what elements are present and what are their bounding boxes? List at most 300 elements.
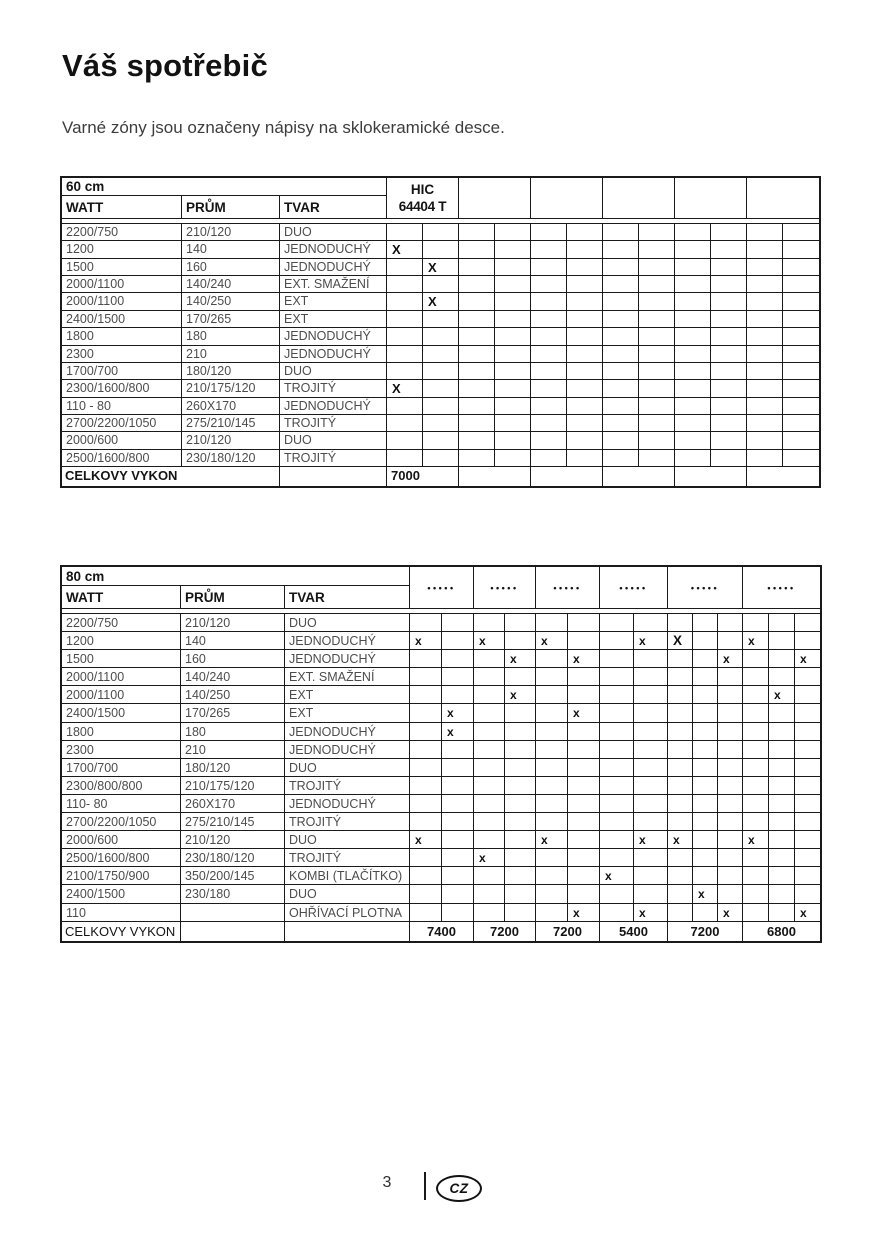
mark-cell [459, 432, 495, 449]
mark-cell [675, 363, 711, 380]
mark-cell [675, 259, 711, 276]
mark-cell [693, 614, 718, 632]
mark-cell [474, 831, 505, 849]
watt-cell: 2400/1500 [62, 311, 182, 328]
mark-cell [495, 432, 531, 449]
prum-cell: 210/175/120 [181, 777, 285, 795]
mark-cell: x [474, 632, 505, 650]
mark-cell [693, 741, 718, 759]
mark-cell [568, 849, 600, 867]
mark-cell [783, 276, 819, 293]
table-row [62, 241, 819, 258]
mark-cell [769, 885, 795, 903]
prum-cell: 210 [181, 741, 285, 759]
prum-cell: 275/210/145 [181, 813, 285, 831]
mark-cell [668, 668, 693, 686]
mark-cell [675, 328, 711, 345]
mark-cell [639, 415, 675, 432]
mark-cell [536, 741, 568, 759]
mark-cell [603, 346, 639, 363]
mark-cell [783, 415, 819, 432]
mark-cell [747, 380, 783, 397]
mark-cell [795, 704, 820, 722]
mark-cell [693, 650, 718, 668]
prum-cell: 140/240 [182, 276, 280, 293]
table-row [62, 650, 820, 668]
mark-cell [536, 813, 568, 831]
mark-cell [743, 867, 769, 885]
column-header-tvar: TVAR [285, 586, 410, 609]
mark-cell [711, 432, 747, 449]
mark-cell [600, 704, 634, 722]
mark-cell [747, 224, 783, 241]
mark-cell [442, 795, 474, 813]
mark-cell [693, 686, 718, 704]
tvar-cell: EXT. SMAŽENÍ [285, 668, 410, 686]
mark-cell [718, 831, 743, 849]
total-value-cell [603, 467, 675, 486]
mark-cell [668, 759, 693, 777]
model-group-header [474, 567, 536, 609]
prum-cell: 275/210/145 [182, 415, 280, 432]
mark-cell [795, 795, 820, 813]
mark-cell [639, 450, 675, 467]
mark-cell [693, 759, 718, 777]
mark-cell [474, 904, 505, 922]
mark-cell: x [718, 650, 743, 668]
mark-cell [600, 686, 634, 704]
total-label-cell: CELKOVY VYKON [62, 467, 280, 486]
table-row [62, 432, 819, 449]
mark-cell [693, 723, 718, 741]
mark-cell [769, 849, 795, 867]
tvar-cell: JEDNODUCHÝ [285, 650, 410, 668]
total-value-cell [459, 467, 531, 486]
mark-cell [410, 904, 442, 922]
total-value-cell: 7200 [668, 922, 743, 941]
mark-cell [567, 259, 603, 276]
mark-cell [495, 380, 531, 397]
mark-cell [505, 904, 536, 922]
mark-cell [675, 293, 711, 310]
mark-cell [743, 741, 769, 759]
mark-cell [675, 311, 711, 328]
tvar-cell: TROJITÝ [280, 380, 387, 397]
table-row [62, 723, 820, 741]
mark-cell [474, 650, 505, 668]
mark-cell [783, 311, 819, 328]
mark-cell [536, 885, 568, 903]
model-name-line1: HIC [410, 182, 435, 197]
mark-cell [718, 795, 743, 813]
mark-cell [795, 686, 820, 704]
watt-cell: 2400/1500 [62, 704, 181, 722]
mark-cell [505, 668, 536, 686]
mark-cell [675, 450, 711, 467]
mark-cell [634, 867, 668, 885]
table-row [62, 759, 820, 777]
watt-cell: 2500/1600/800 [62, 450, 182, 467]
column-header-watt: WATT [62, 196, 182, 219]
mark-cell [568, 813, 600, 831]
mark-cell [505, 885, 536, 903]
mark-cell [568, 614, 600, 632]
prum-cell: 210/120 [181, 614, 285, 632]
mark-cell: x [568, 650, 600, 668]
mark-cell [783, 363, 819, 380]
mark-cell [718, 741, 743, 759]
mark-cell [668, 741, 693, 759]
mark-cell [410, 704, 442, 722]
mark-cell [668, 614, 693, 632]
table-row [62, 849, 820, 867]
mark-cell [387, 432, 423, 449]
mark-cell [423, 328, 459, 345]
mark-cell [495, 398, 531, 415]
mark-cell [459, 363, 495, 380]
mark-cell [423, 398, 459, 415]
mark-cell [505, 704, 536, 722]
model-dots-placeholder: ••••• [690, 583, 720, 593]
mark-cell [568, 795, 600, 813]
watt-cell: 1700/700 [62, 759, 181, 777]
mark-cell [459, 328, 495, 345]
mark-cell [693, 704, 718, 722]
model-dots-placeholder: ••••• [490, 583, 519, 593]
mark-cell [668, 650, 693, 668]
mark-cell [711, 241, 747, 258]
table-row [62, 831, 820, 849]
mark-cell [747, 432, 783, 449]
mark-cell: x [505, 686, 536, 704]
mark-cell [783, 241, 819, 258]
mark-cell [795, 614, 820, 632]
mark-cell [769, 795, 795, 813]
mark-cell [711, 380, 747, 397]
mark-cell [693, 867, 718, 885]
mark-cell [743, 777, 769, 795]
prum-cell: 260X170 [181, 795, 285, 813]
mark-cell: x [442, 704, 474, 722]
prum-cell: 140/250 [181, 686, 285, 704]
mark-cell [718, 668, 743, 686]
mark-cell [711, 311, 747, 328]
mark-cell [795, 885, 820, 903]
mark-cell [442, 686, 474, 704]
tvar-cell: DUO [285, 831, 410, 849]
total-label-cell: CELKOVY VYKON [62, 922, 181, 941]
mark-cell: x [410, 632, 442, 650]
mark-cell [711, 415, 747, 432]
mark-cell [536, 668, 568, 686]
mark-cell [459, 276, 495, 293]
tvar-cell: DUO [280, 432, 387, 449]
mark-cell [675, 276, 711, 293]
mark-cell [747, 450, 783, 467]
mark-cell [634, 704, 668, 722]
mark-cell [568, 867, 600, 885]
mark-cell [505, 723, 536, 741]
model-dots-placeholder: ••••• [553, 583, 582, 593]
mark-cell [567, 311, 603, 328]
mark-cell [459, 415, 495, 432]
mark-cell [568, 668, 600, 686]
mark-cell [718, 759, 743, 777]
mark-cell [634, 741, 668, 759]
tvar-cell: TROJITÝ [285, 777, 410, 795]
mark-cell [442, 650, 474, 668]
mark-cell [442, 777, 474, 795]
mark-cell [668, 686, 693, 704]
prum-cell: 160 [182, 259, 280, 276]
mark-cell [668, 723, 693, 741]
mark-cell [474, 813, 505, 831]
prum-cell [181, 904, 285, 922]
table-row [62, 276, 819, 293]
table-row [62, 311, 819, 328]
mark-cell [442, 849, 474, 867]
mark-cell [600, 813, 634, 831]
mark-cell: x [634, 632, 668, 650]
mark-cell [769, 831, 795, 849]
tvar-cell: EXT [280, 311, 387, 328]
mark-cell [668, 813, 693, 831]
mark-cell [743, 813, 769, 831]
tvar-cell: OHŘÍVACÍ PLOTNA [285, 904, 410, 922]
mark-cell [387, 363, 423, 380]
watt-cell: 2200/750 [62, 614, 181, 632]
mark-cell [531, 311, 567, 328]
mark-cell [795, 668, 820, 686]
mark-cell [747, 328, 783, 345]
mark-cell [459, 398, 495, 415]
mark-cell [743, 614, 769, 632]
mark-cell: x [743, 831, 769, 849]
table-header [62, 178, 819, 219]
mark-cell [711, 293, 747, 310]
mark-cell [711, 276, 747, 293]
prum-cell: 180 [182, 328, 280, 345]
mark-cell [634, 795, 668, 813]
mark-cell [639, 241, 675, 258]
mark-cell [568, 885, 600, 903]
mark-cell: X [668, 632, 693, 650]
mark-cell [495, 259, 531, 276]
mark-cell [387, 415, 423, 432]
mark-cell [747, 311, 783, 328]
mark-cell [387, 346, 423, 363]
mark-cell [711, 259, 747, 276]
mark-cell [603, 224, 639, 241]
mark-cell [531, 398, 567, 415]
mark-cell [442, 614, 474, 632]
mark-cell [634, 813, 668, 831]
mark-cell [410, 759, 442, 777]
mark-cell [495, 415, 531, 432]
mark-cell [634, 650, 668, 668]
mark-cell [795, 777, 820, 795]
table-row [62, 686, 820, 704]
table-row [62, 741, 820, 759]
mark-cell: x [505, 650, 536, 668]
mark-cell [567, 398, 603, 415]
total-row [62, 922, 820, 941]
mark-cell [769, 668, 795, 686]
mark-cell [668, 849, 693, 867]
mark-cell [600, 668, 634, 686]
mark-cell: x [795, 904, 820, 922]
mark-cell [693, 831, 718, 849]
mark-cell [603, 398, 639, 415]
mark-cell [603, 363, 639, 380]
total-value-cell [675, 467, 747, 486]
footer-divider [424, 1172, 426, 1200]
country-badge [436, 1175, 482, 1202]
tvar-cell: DUO [280, 363, 387, 380]
mark-cell [423, 380, 459, 397]
mark-cell [743, 668, 769, 686]
page-number: 3 [382, 1174, 392, 1191]
mark-cell [795, 867, 820, 885]
total-empty-cell [181, 922, 285, 941]
mark-cell [783, 224, 819, 241]
mark-cell [474, 704, 505, 722]
mark-cell [600, 849, 634, 867]
mark-cell [495, 224, 531, 241]
watt-cell: 2000/600 [62, 432, 182, 449]
mark-cell [568, 741, 600, 759]
mark-cell [536, 723, 568, 741]
mark-cell [718, 867, 743, 885]
model-group-header [743, 567, 820, 609]
mark-cell [668, 867, 693, 885]
table-row [62, 632, 820, 650]
prum-cell: 260X170 [182, 398, 280, 415]
model-group-header [600, 567, 668, 609]
tvar-cell: EXT [285, 704, 410, 722]
mark-cell [410, 723, 442, 741]
table-row [62, 398, 819, 415]
table-row [62, 904, 820, 922]
watt-cell: 2300/800/800 [62, 777, 181, 795]
mark-cell [410, 614, 442, 632]
total-value-cell [531, 467, 603, 486]
tvar-cell: DUO [285, 614, 410, 632]
mark-cell [423, 363, 459, 380]
mark-cell [634, 668, 668, 686]
mark-cell [567, 276, 603, 293]
total-value-cell: 7400 [410, 922, 474, 941]
table-row [62, 795, 820, 813]
mark-cell [743, 904, 769, 922]
mark-cell [423, 241, 459, 258]
watt-cell: 1200 [62, 632, 181, 650]
table-row [62, 704, 820, 722]
mark-cell [693, 668, 718, 686]
mark-cell [495, 363, 531, 380]
mark-cell [747, 276, 783, 293]
mark-cell [536, 867, 568, 885]
mark-cell [423, 450, 459, 467]
mark-cell [675, 415, 711, 432]
tvar-cell: DUO [285, 885, 410, 903]
model-group-header [675, 178, 747, 219]
mark-cell [495, 328, 531, 345]
mark-cell [603, 380, 639, 397]
mark-cell [639, 259, 675, 276]
mark-cell [795, 849, 820, 867]
table-row [62, 259, 819, 276]
mark-cell [747, 398, 783, 415]
mark-cell [603, 241, 639, 258]
mark-cell [423, 224, 459, 241]
mark-cell [795, 741, 820, 759]
mark-cell [603, 311, 639, 328]
mark-cell [795, 723, 820, 741]
mark-cell [795, 813, 820, 831]
table-row [62, 885, 820, 903]
mark-cell [639, 432, 675, 449]
prum-cell: 180/120 [182, 363, 280, 380]
mark-cell [495, 293, 531, 310]
watt-cell: 1500 [62, 650, 181, 668]
mark-cell [459, 450, 495, 467]
mark-cell [718, 614, 743, 632]
mark-cell [410, 813, 442, 831]
mark-cell [718, 686, 743, 704]
total-value-cell: 5400 [600, 922, 668, 941]
mark-cell [675, 241, 711, 258]
mark-cell [459, 259, 495, 276]
total-empty-cell [285, 922, 410, 941]
mark-cell [747, 259, 783, 276]
tvar-cell: TROJITÝ [285, 813, 410, 831]
mark-cell: x [442, 723, 474, 741]
watt-cell: 2300 [62, 741, 181, 759]
model-group-header [410, 567, 474, 609]
table-row [62, 450, 819, 467]
mark-cell [387, 398, 423, 415]
watt-cell: 2700/2200/1050 [62, 415, 182, 432]
model-name-line2: 64404 T [398, 199, 447, 214]
total-value-cell [747, 467, 819, 486]
country-badge-label: CZ [449, 1181, 469, 1196]
mark-cell [567, 450, 603, 467]
table-row [62, 415, 819, 432]
mark-cell [567, 224, 603, 241]
table-row [62, 293, 819, 310]
watt-cell: 2400/1500 [62, 885, 181, 903]
tvar-cell: DUO [285, 759, 410, 777]
mark-cell [423, 346, 459, 363]
mark-cell [600, 885, 634, 903]
watt-cell: 2000/1100 [62, 668, 181, 686]
mark-cell [536, 795, 568, 813]
mark-cell [495, 346, 531, 363]
total-empty-cell [280, 467, 387, 486]
tvar-cell: TROJITÝ [280, 415, 387, 432]
mark-cell [693, 849, 718, 867]
mark-cell [567, 328, 603, 345]
mark-cell [639, 224, 675, 241]
prum-cell: 210 [182, 346, 280, 363]
mark-cell [536, 704, 568, 722]
column-header-prm: PRŮM [181, 586, 285, 609]
mark-cell [568, 777, 600, 795]
mark-cell [639, 311, 675, 328]
table-header [62, 567, 820, 609]
mark-cell [531, 363, 567, 380]
